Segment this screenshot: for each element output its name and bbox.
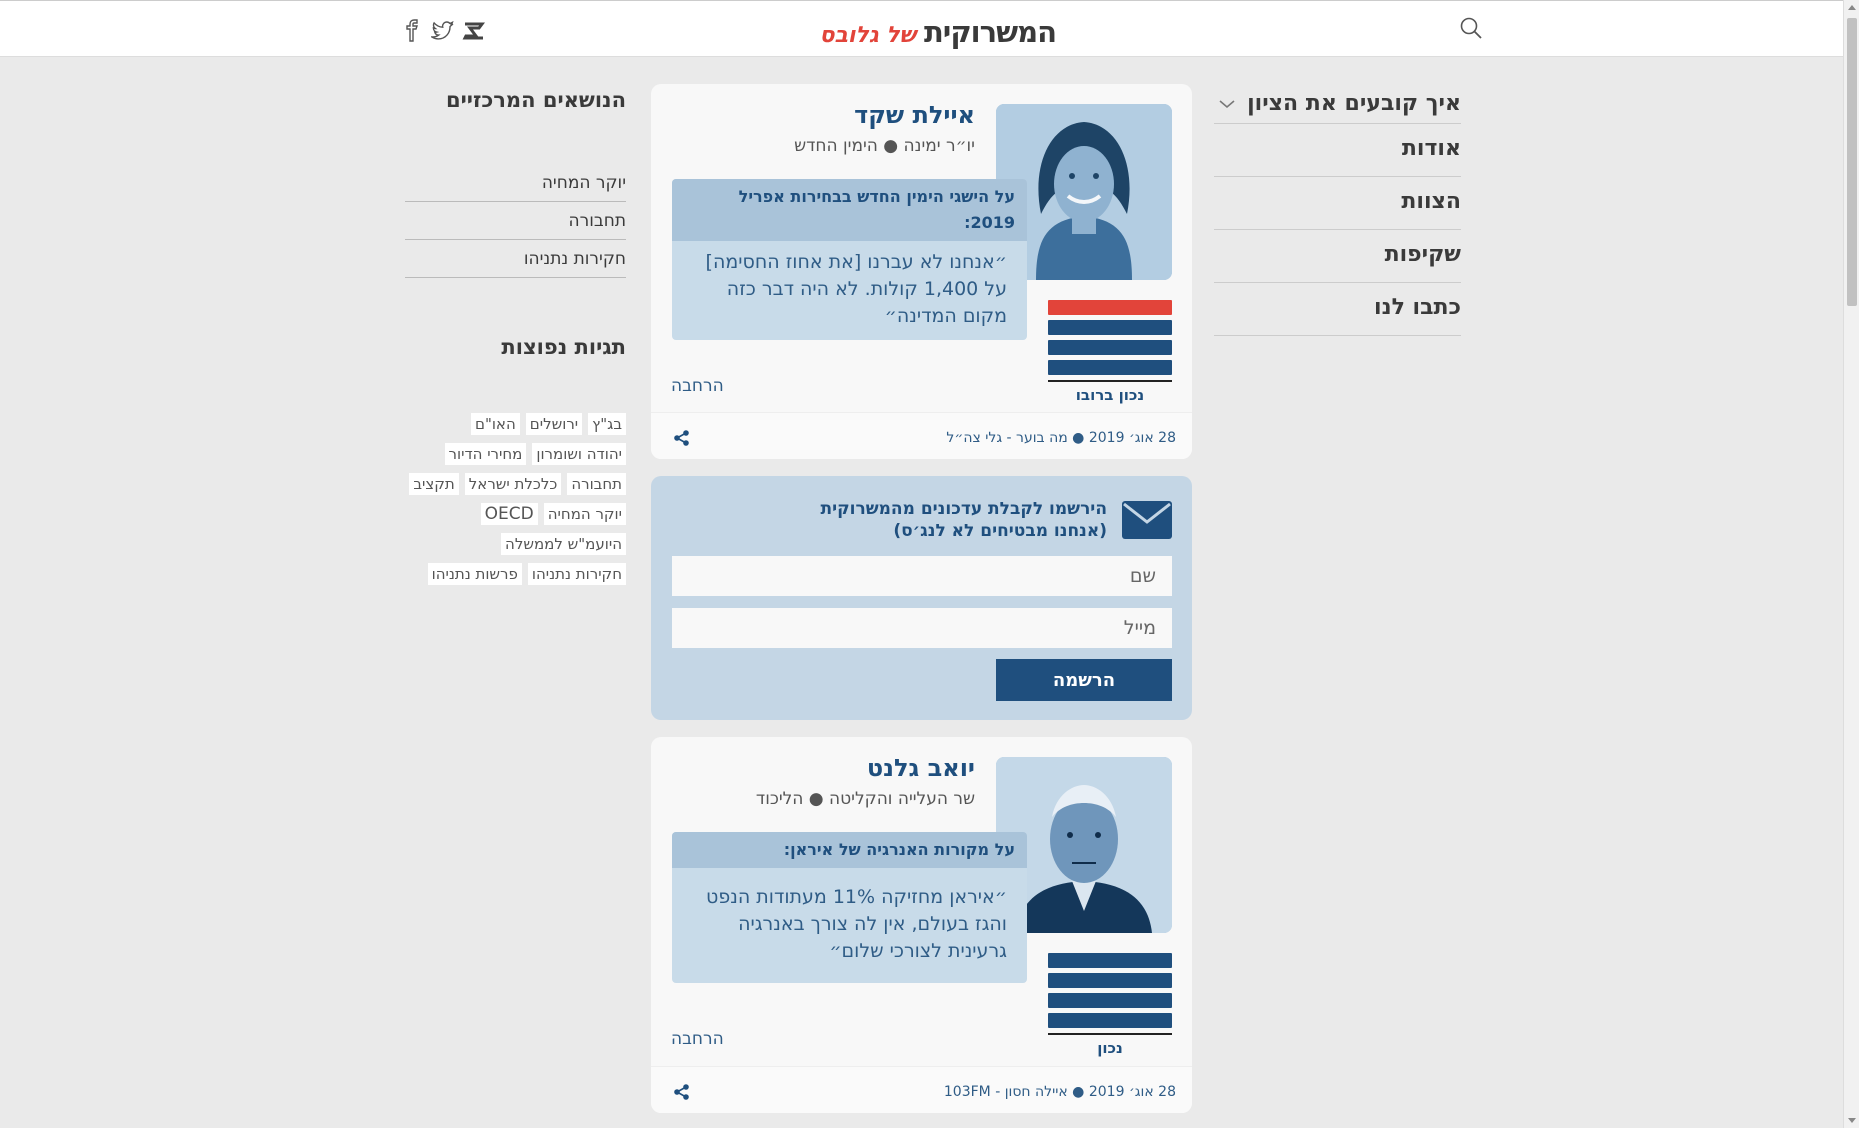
expand-link[interactable]: הרחבה [671, 376, 724, 396]
claim-quote: ״אנחנו לא עברנו [את אחוז החסימה] על 1,400 קולות. לא היה דבר כזה מקום המדינה״ [705, 251, 1007, 327]
newsletter-line1: הירשמו לקבלת עדכונים מהמשרוקית [820, 499, 1107, 519]
nav-item-team[interactable]: הצוות [1214, 177, 1461, 230]
name-field[interactable] [672, 556, 1172, 596]
scroll-down-arrow[interactable] [1848, 1118, 1856, 1123]
subscribe-button[interactable]: הרשמה [996, 659, 1172, 701]
nav-item-contact[interactable]: כתבו לנו [1214, 283, 1461, 336]
tag[interactable]: ירושלים [526, 413, 582, 435]
main-nav [1214, 84, 1461, 336]
topic-link[interactable]: יוקר המחיה [405, 164, 626, 202]
tag[interactable]: האו"ם [471, 413, 520, 435]
claim-box[interactable] [672, 832, 1027, 983]
nav-item-transparency[interactable]: שקיפות [1214, 230, 1461, 283]
globes-icon[interactable] [462, 19, 486, 43]
tag[interactable]: OECD [481, 503, 538, 525]
nav-scoring-label: איך קובעים את הציון [1247, 91, 1461, 116]
tag[interactable]: מחירי הדיור [445, 443, 527, 465]
rating-bar [1048, 340, 1172, 355]
tag[interactable]: יהודה ושומרון [532, 443, 626, 465]
logo-sub: של גלובס [819, 23, 916, 48]
tag[interactable]: תחבורה [567, 473, 626, 495]
rating-meter [1048, 953, 1172, 1057]
topic-link[interactable]: חקירות נתניהו [405, 240, 626, 278]
email-field[interactable] [672, 608, 1172, 648]
tag[interactable]: חקירות נתניהו [528, 563, 626, 585]
newsletter-line2: (אנחנו מבטיחים לא לנג׳ס) [893, 521, 1107, 541]
card-footer [651, 412, 1192, 459]
tag[interactable]: יוקר המחיה [544, 503, 626, 525]
scroll-thumb[interactable] [1847, 18, 1857, 306]
speaker-role: שר העלייה והקליטה ● הליכוד [755, 789, 975, 809]
nav-scoring-dropdown[interactable] [1214, 84, 1461, 124]
tags-title: תגיות נפוצות [501, 335, 626, 359]
speaker-role: יו״ר ימינה ● הימין החדש [794, 136, 975, 156]
site-header [0, 0, 1843, 57]
topics-sidebar [405, 88, 626, 359]
tag[interactable]: בג"ץ [588, 413, 626, 435]
rating-meter [1048, 300, 1172, 404]
rating-bar [1048, 320, 1172, 335]
rating-bar [1048, 360, 1172, 375]
tag[interactable]: תקציב [409, 473, 458, 495]
card-meta: 28 אוג׳ 2019 ● איילה חסון - 103FM [943, 1084, 1176, 1100]
logo-main: המשרוקית [923, 15, 1056, 49]
page-scrollbar[interactable] [1843, 0, 1859, 1128]
site-logo[interactable] [786, 15, 1056, 51]
scroll-up-arrow[interactable] [1848, 5, 1856, 10]
rating-bar [1048, 1013, 1172, 1028]
claim-box[interactable] [672, 179, 1027, 340]
twitter-icon[interactable] [431, 19, 455, 43]
rating-baseline [1048, 1033, 1172, 1035]
expand-link[interactable]: הרחבה [671, 1029, 724, 1049]
tag[interactable]: כלכלת ישראל [465, 473, 562, 495]
tag-cloud [405, 413, 626, 585]
newsletter-text [821, 498, 1107, 542]
newsletter-signup [651, 476, 1192, 720]
rating-bar [1048, 300, 1172, 315]
search-icon[interactable] [1459, 16, 1483, 40]
rating-bar [1048, 973, 1172, 988]
rating-bar [1048, 953, 1172, 968]
envelope-icon [1122, 501, 1172, 539]
facebook-icon[interactable] [400, 19, 424, 43]
share-icon[interactable] [673, 429, 691, 447]
claim-topic: על הישגי הימין החדש בבחירות אפריל 2019: [672, 179, 1027, 241]
rating-baseline [1048, 380, 1172, 382]
share-icon[interactable] [673, 1083, 691, 1101]
nav-item-about[interactable]: אודות [1214, 124, 1461, 177]
topics-title: הנושאים המרכזיים [445, 88, 626, 112]
rating-label: נכון ברובו [1075, 386, 1145, 404]
card-footer [651, 1066, 1192, 1113]
claim-topic: על מקורות האנרגיה של איראן: [672, 832, 1027, 868]
card-meta: 28 אוג׳ 2019 ● מה בוער - גלי צה״ל [946, 430, 1176, 446]
fact-check-card [651, 737, 1192, 1113]
rating-bar [1048, 993, 1172, 1008]
chevron-down-icon [1218, 98, 1236, 110]
tag[interactable]: פרשות נתניהו [428, 563, 522, 585]
fact-check-card [651, 84, 1192, 459]
speaker-name[interactable]: יואב גלנט [866, 754, 975, 782]
tag[interactable]: היועמ"ש לממשלה [501, 533, 626, 555]
claim-quote: ״איראן מחזיקה 11% מעתודות הנפט והגז בעולם, אין לה צורך באנרגיה גרעינית לצורכי שלום״ [706, 886, 1007, 962]
rating-label: נכון [1097, 1039, 1123, 1057]
topic-link[interactable]: תחבורה [405, 202, 626, 240]
speaker-name[interactable]: איילת שקד [854, 101, 975, 129]
